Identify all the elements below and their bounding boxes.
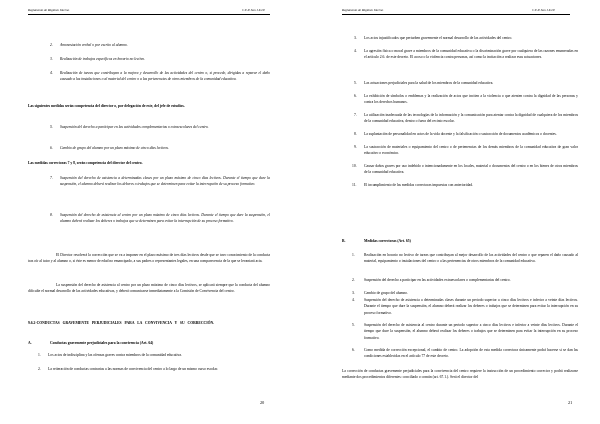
list-item-text: La suplantación de personalidad en actos de la vida docente y la falsificación o sustracción de documentos académicos o docentes.: [364, 132, 557, 136]
list-item-number: 2.: [38, 367, 41, 371]
list-item-number: 4.: [354, 49, 357, 53]
running-header-left: Reglamento de Régimen Interno: [342, 8, 384, 12]
list-item-number: 10.: [352, 164, 357, 168]
list-item-text: El incumplimiento de las medidas correctoras impuestas con anterioridad.: [364, 183, 474, 187]
subsection-label: B.: [342, 239, 346, 243]
list-item-number: 5.: [354, 81, 357, 85]
list-item-number: 5.: [50, 125, 53, 129]
list-item-text: La agresión física o moral grave a miembros de la comunidad educativa o la discriminación grave por cualquiera de las razones enumeradas en el artículo 2.6. de este decreto. El acoso o la violencia contra personas, así como la incitación a realizar esas actuaciones.: [364, 49, 578, 60]
running-header-right: C.E.P. San J.X.I.E: [532, 8, 556, 12]
list-item-text: La utilización inadecuada de las tecnologías de la información y la comunicación para atentar contra la dignidad de cualquiera de los miembros de la comunidad educativa, dentro o fuera del recinto escolar.: [364, 113, 578, 124]
list-item-text: Causar daños graves por uso indebido o intencionadamente en los locales, material o documentos del centro o en los bienes de otros miembros de la comunidad educativa.: [364, 164, 578, 175]
list-item-number: 7.: [50, 176, 53, 180]
list-item-text: La exhibición de símbolos o emblemas y la realización de actos que inciten a la violencia o que atenten contra la dignidad de las personas y contra los derechos humanos.: [364, 94, 578, 105]
list-item-text: La reiteración de conductas contrarias a las normas de convivencia del centro a lo largo de un mismo curso escolar.: [48, 367, 218, 371]
list-item-text: Las actuaciones perjudiciales para la salud de los miembros de la comunidad educativa.: [364, 81, 494, 85]
list-item-number: 6.: [352, 348, 355, 352]
paragraph-heading: Las medidas correctoras 7 y 8, serán competencia del director del centro.: [28, 161, 143, 165]
body-paragraph: El Director resolverá la corrección que se va a imponer en el plazo máximo de tres días lectivos desde que se tuvo conocimiento de la conducta tras oír al tutor y al alumno o, si éste es menor de edad no emancipado, a sus padres o representantes legales, en una comparecencia de la que se levantará acta.: [28, 253, 270, 264]
list-item-text: Los actos de indisciplina y las ofensas graves contra miembros de la comunidad educativa.: [48, 353, 182, 357]
list-item-text: Suspensión del derecho a participar en las actividades extraescolares o complementarias del centro.: [364, 278, 511, 282]
header-rule: [28, 14, 270, 15]
list-item-number: 3.: [354, 36, 357, 40]
subsection-title: Conductas gravemente perjudiciales para la convivencia (Art. 64): [50, 341, 154, 345]
list-item-text: Suspensión del derecho de asistencia a determinadas clases por un plazo máximo de cinco días lectivos. Durante el tiempo que dure la suspensión, el alumno deberá realizar los deberes o trabajos que se determinen para evitar la interrupción de su proceso formativo.: [60, 176, 270, 187]
list-item-number: 2.: [50, 43, 53, 47]
paragraph-heading: Las siguientes medidas serán competencia del director o, por delegación de este, del jefe de estudios.: [28, 104, 185, 108]
list-item-number: 11.: [352, 183, 357, 187]
list-item-number: 9.: [354, 145, 357, 149]
list-item-text: Realización de trabajos específicos en horario no lectivo.: [60, 57, 146, 61]
list-item-number: 6.: [354, 94, 357, 98]
list-item-number: 4.: [352, 298, 355, 302]
subsection-title: Medidas correctoras (Art. 65): [364, 239, 411, 243]
list-item-text: Realización de tareas que contribuyan a la mejora y desarrollo de las actividades del centro o, si procede, dirigidas a reparar el daño causado a las instalaciones o al material del centro o a las pertenencias de otros miembros de la comunidad educativa.: [60, 71, 270, 82]
page-number: 21: [568, 400, 573, 405]
list-item-number: 8.: [50, 213, 53, 217]
right-page: [300, 0, 600, 424]
list-item-text: Cambio de grupo del alumno por un plazo máximo de cinco días lectivos.: [60, 146, 169, 150]
list-item-text: Suspensión del derecho de asistencia a determinadas clases durante un periodo superior a cinco días lectivos e inferior a veinte días lectivos. Durante el tiempo que dure la suspensión, el alumno deberá realizar los deberes o trabajos que se determinen para evitar la interrupción en su proceso formativo.: [364, 298, 578, 315]
body-paragraph: La suspensión del derecho de asistencia al centro por un plazo máximo de cinco días lectivos, se aplicará siempre que la conducta del alumno dificulte el normal desarrollo de las actividades educativas, y deberá comunicarse inmediatamente a la Comisión de Convivencia del centro.: [28, 283, 270, 294]
body-paragraph: La corrección de conductas gravemente perjudiciales para la convivencia del centro requiere la instrucción de un procedimiento corrector y podrá realizarse mediante dos procedimientos diferentes: conciliado o común (art. 67.1.). Será el director del: [342, 369, 578, 380]
list-item-text: Suspensión del derecho de asistencia al centro durante un periodo superior a cinco días lectivos e inferior a veinte días lectivos. Durante el tiempo que dure la suspensión, el alumno deberá realizar los deberes o trabajos que se determinen para evitar la interrupción en su proceso formativo.: [364, 323, 578, 340]
list-item-number: 7.: [354, 113, 357, 117]
list-item-number: 1.: [352, 253, 355, 257]
list-item-text: Suspensión del derecho de asistencia al centro por un plazo máximo de cinco días lectivos. Durante el tiempo que dure la suspensión, el alumno deberá realizar los deberes o trabajos que se determinen para evitar la interrupción de su proceso formativo.: [60, 213, 270, 224]
list-item-number: 5.: [352, 323, 355, 327]
list-item-text: Cambio de grupo del alumno.: [364, 291, 408, 295]
section-heading: 9.6.2-CONDUCTAS GRAVEMENTE PERJUDICIALES PARA LA CONVIVENCIA Y SU CORRECCIÓN.: [28, 321, 215, 325]
list-item-text: Suspensión del derecho a participar en las actividades complementarias o extraescolares del centro.: [60, 125, 209, 129]
list-item-text: La sustracción de materiales o equipamiento del centro o de pertenencias de los demás miembros de la comunidad educativa de gran valor educativo o económico.: [364, 145, 578, 156]
list-item-number: 6.: [50, 146, 53, 150]
list-item-number: 1.: [38, 353, 41, 357]
list-item-text: Los actos injustificados que perturben gravemente el normal desarrollo de las actividades del centro.: [364, 36, 513, 40]
list-item-number: 4.: [50, 71, 53, 75]
list-item-text: Amonestación verbal o por escrito al alumno.: [60, 43, 128, 47]
running-header-right: C.E.P. San J.X.I.E: [242, 8, 266, 12]
list-item-number: 3.: [352, 291, 355, 295]
list-item-text: Como medida de corrección excepcional, el cambio de centro. La adopción de esta medida correctora únicamente podrá hacerse si se dan las condiciones establecidas en el artículo 77 de este decreto.: [364, 348, 578, 359]
list-item-text: Realización en horario no lectivo de tareas que contribuyan al mejor desarrollo de las actividades del centro o que reparen el daño causado al material, equipamiento o instalaciones del centro o a las pertenencias de otros miembros de la comunidad educativa.: [364, 253, 578, 264]
list-item-number: 3.: [50, 57, 53, 61]
page-number: 20: [260, 400, 265, 405]
header-rule: [342, 14, 570, 15]
running-header-left: Reglamento de Régimen Interno: [28, 8, 70, 12]
list-item-number: 8.: [354, 132, 357, 136]
list-item-number: 2.: [352, 278, 355, 282]
subsection-label: A.: [28, 341, 32, 345]
